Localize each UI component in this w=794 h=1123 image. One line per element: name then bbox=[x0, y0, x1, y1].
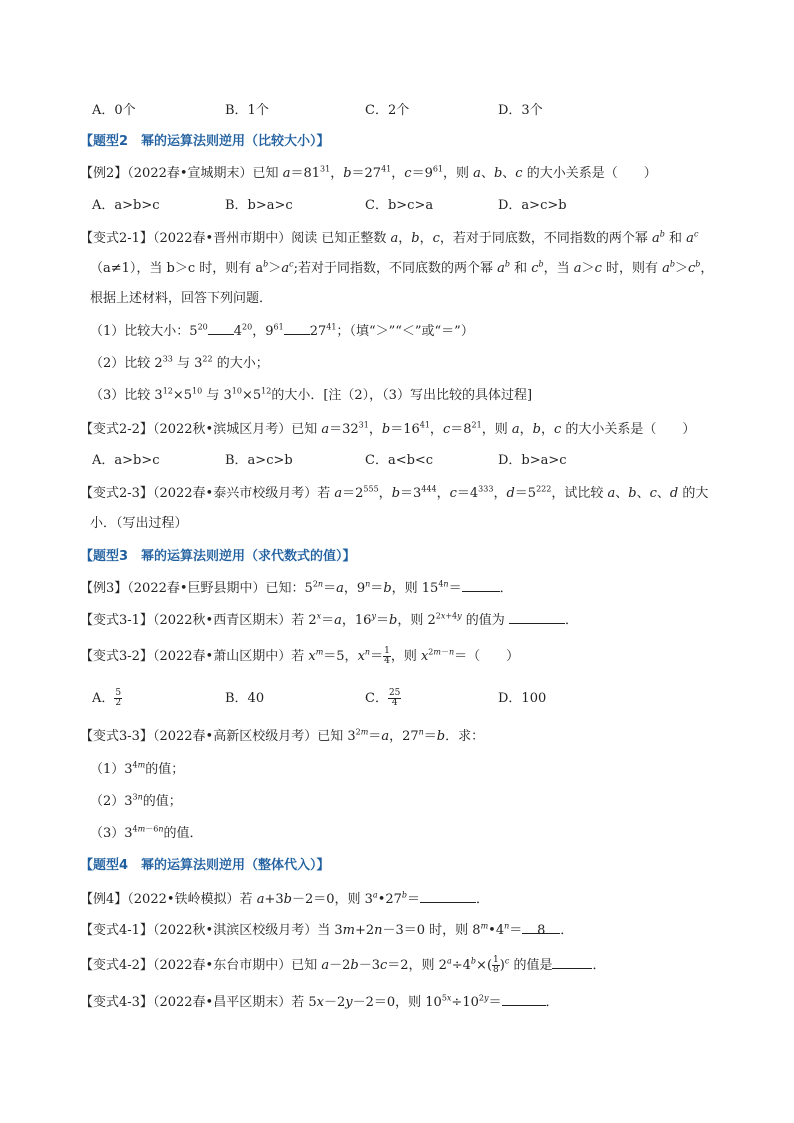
problem-source: （2022春•高新区校级月考） bbox=[152, 729, 318, 744]
problem-tag: 【例4】 bbox=[80, 892, 128, 907]
variant-2-2: 【变式2-2】（2022秋•滨城区月考）已知 $a=32^{31}$，$b=16^{41}$，$c=8^{21}$，则 a，b，c 的大小关系是（ ） bbox=[80, 420, 696, 437]
problem-tag: 【变式3-1】 bbox=[80, 613, 153, 628]
problem-tag: 【例2】 bbox=[80, 166, 128, 181]
option-c: C．2个 bbox=[365, 103, 410, 118]
problem-tag: 【变式2-1】 bbox=[80, 231, 153, 246]
option-d: D．100 bbox=[498, 691, 547, 706]
variant-2-1-line2: （a≠1），当 b＞c 时，则有 $a^b>a^c$;若对于同指数，不同底数的两个幂 $a^b$ 和 $c^b$，当 a＞c 时，则有 $a^b>c^b$， bbox=[90, 259, 714, 276]
problem-source: （2022秋•淇滨区校级月考） bbox=[152, 923, 318, 938]
variant-3-1: 【变式3-1】（2022秋•西青区期末）若 $2^x=a$，$16^y=b$，则 $2^{2x+4y}$ 的值为 ． bbox=[80, 611, 578, 628]
example-3: 【例3】（2022春•巨野县期中）已知：$5^{2n}=a$，$9^n=b$，则 $15^{4n}=$ ． bbox=[80, 579, 513, 596]
variant-2-1-sub1: （1）比较大小：$5^{20}$ $4^{20}$，$9^{61}$ $27^{41}$；（填“＞”“＜”或“＝”） bbox=[90, 322, 474, 339]
problem-source: （2022春•晋州市期中） bbox=[152, 231, 292, 246]
variant-2-3-line2: 小．（写出过程） bbox=[90, 516, 188, 531]
option-c: C．b>c>a bbox=[365, 198, 434, 213]
option-d: D．b>a>c bbox=[498, 453, 567, 468]
variant-3-2: 【变式3-2】（2022春•萧山区期中）若 $x^m=5$，$x^n=$ $\frac{1}{4}$ ，则 $x^{2m-n}=$（ ） bbox=[80, 646, 520, 666]
option-a: A．0个 bbox=[92, 103, 136, 118]
option-a: A．a>b>c bbox=[92, 453, 160, 468]
variant-3-3-sub1: $(1)3^{4m}$的值； bbox=[90, 760, 185, 777]
answer-blank[interactable]: 8 bbox=[522, 921, 560, 934]
answer-blank[interactable] bbox=[284, 322, 310, 335]
variant-2-1: 【变式2-1】（2022春•晋州市期中）阅读 已知正整数 a，b，c，若对于同底数，不同指数的两个幂 $a^b$ 和 $a^c$ bbox=[80, 229, 699, 246]
variant-4-1: 【变式4-1】（2022秋•淇滨区校级月考）当 3m+2n－3＝0 时，则 $8^m•4^n= 8$ ． bbox=[80, 921, 574, 938]
variant-3-3-sub3: $(3)3^{4m-6n}$的值． bbox=[90, 824, 203, 841]
variant-3-3-sub2: $(2)3^{3n}$的值； bbox=[90, 792, 182, 809]
problem-source: （2022春•宣城期末） bbox=[127, 166, 253, 181]
variant-4-3: 【变式4-3】（2022春•昌平区期末）若 5x－2y－2＝0，则 $10^{5x}\div 10^{2y}=$ ． bbox=[80, 993, 559, 1010]
variant-3-3: 【变式3-3】（2022春•高新区校级月考）已知 $3^{2m}=a$，$27^n=b$．求： bbox=[80, 727, 485, 744]
variant-4-2: 【变式4-2】（2022春•东台市期中）已知 a－2b－3c＝2，则 $2^a\div 4^b\times$( $\frac{1}{8}$ )$^c$ 的值是 ． bbox=[80, 955, 606, 975]
answer-blank[interactable] bbox=[552, 956, 592, 969]
problem-source: （2022春•巨野县期中） bbox=[127, 581, 266, 596]
section-title-type4: 【题型4 幂的运算法则逆用（整体代入）】 bbox=[80, 858, 330, 873]
section-title-type3: 【题型3 幂的运算法则逆用（求代数式的值）】 bbox=[80, 549, 356, 564]
option-b: B．1个 bbox=[225, 103, 269, 118]
fraction: $\frac{5}{2}$ bbox=[115, 688, 122, 708]
problem-source: （2022春•泰兴市校级月考） bbox=[152, 486, 318, 501]
problem-tag: 【变式4-2】 bbox=[80, 958, 153, 973]
option-b: B．b>a>c bbox=[225, 198, 293, 213]
problem-source: （2022春•萧山区期中） bbox=[152, 649, 292, 664]
variant-2-1-line3: 根据上述材料，回答下列问题． bbox=[90, 291, 273, 306]
option-b: B．a>c>b bbox=[225, 453, 293, 468]
problem-source: （2022春•东台市期中） bbox=[152, 958, 292, 973]
problem-tag: 【例3】 bbox=[80, 581, 128, 596]
answer-blank[interactable] bbox=[509, 611, 565, 624]
fraction: $\frac{1}{8}$ bbox=[493, 955, 499, 975]
example-4: 【例4】（2022•铁岭模拟）若 a+3b－2＝0，则 $3^a•27^b=$ ． bbox=[80, 890, 490, 907]
option-d: D．a>c>b bbox=[498, 198, 567, 213]
problem-tag: 【变式3-3】 bbox=[80, 729, 153, 744]
problem-source: （2022秋•西青区期末） bbox=[152, 613, 292, 628]
section-title-type2: 【题型2 幂的运算法则逆用（比较大小）】 bbox=[80, 134, 330, 149]
option-c: C． $\frac{25}{4}$ bbox=[365, 688, 401, 708]
problem-source: （2022•铁岭模拟） bbox=[127, 892, 240, 907]
problem-tag: 【变式4-3】 bbox=[80, 995, 153, 1010]
problem-tag: 【变式2-3】 bbox=[80, 486, 153, 501]
option-a: A． $\frac{5}{2}$ bbox=[92, 688, 122, 708]
answer-blank[interactable] bbox=[462, 579, 500, 592]
problem-source: （2022春•昌平区期末） bbox=[152, 995, 292, 1010]
problem-tag: 【变式4-1】 bbox=[80, 923, 153, 938]
fraction: $\frac{1}{4}$ bbox=[384, 646, 390, 666]
example-2: 【例2】（2022春•宣城期末）已知 $a=81^{31}$，$b=27^{41}$，$c=9^{61}$，则 a、b、c 的大小关系是（ ） bbox=[80, 164, 657, 181]
option-c: C．a<b<c bbox=[365, 453, 434, 468]
answer-blank[interactable] bbox=[420, 890, 476, 903]
problem-tag: 【变式2-2】 bbox=[80, 422, 153, 437]
variant-2-1-sub3: （3）比较 $3^{12}\times 5^{10}$ 与 $3^{10}\times 5^{12}$的大小．[注（2），（3）写出比较的具体过程] bbox=[90, 386, 533, 403]
answer-blank[interactable] bbox=[502, 993, 546, 1006]
option-d: D．3个 bbox=[498, 103, 543, 118]
answer-blank[interactable] bbox=[208, 322, 234, 335]
problem-tag: 【变式3-2】 bbox=[80, 649, 153, 664]
variant-2-3: 【变式2-3】（2022春•泰兴市校级月考）若 $a=2^{555}$，$b=3^{444}$，$c=4^{333}$，$d=5^{222}$，试比较 a、b、c、d 的大 bbox=[80, 484, 709, 501]
variant-2-1-sub2: （2）比较 $2^{33}$ 与 $3^{22}$ 的大小； bbox=[90, 354, 269, 371]
option-a: A．a>b>c bbox=[92, 198, 160, 213]
problem-source: （2022秋•滨城区月考） bbox=[152, 422, 292, 437]
fraction: $\frac{25}{4}$ bbox=[388, 688, 401, 708]
option-b: B．40 bbox=[225, 691, 265, 706]
